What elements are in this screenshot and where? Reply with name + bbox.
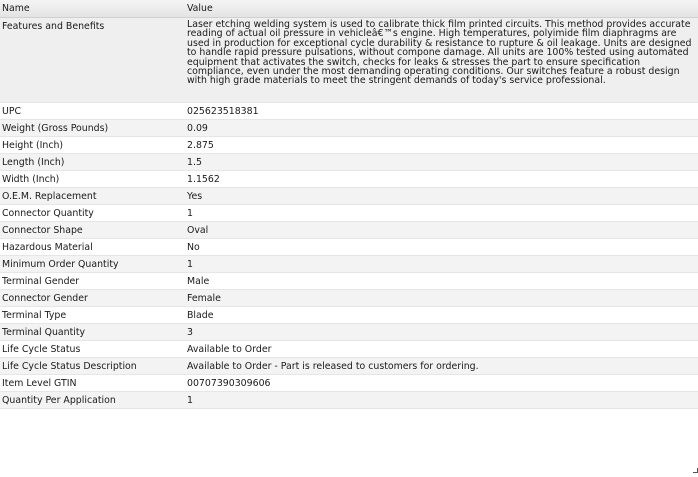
row-value: Male (187, 276, 210, 287)
table-row (0, 341, 698, 358)
row-name: Width (Inch) (2, 174, 60, 185)
row-name: UPC (2, 106, 22, 117)
row-value: Oval (187, 225, 209, 236)
row-name: Minimum Order Quantity (2, 259, 119, 270)
row-name: Life Cycle Status Description (2, 361, 137, 372)
table-row (0, 290, 698, 307)
row-name: Connector Quantity (2, 208, 94, 219)
table-row (0, 171, 698, 188)
row-value: 00707390309606 (187, 378, 271, 389)
row-value: Yes (187, 191, 203, 202)
row-value: No (187, 242, 200, 253)
row-value: Available to Order (187, 344, 272, 355)
row-name: Connector Gender (2, 293, 88, 304)
table-row (0, 256, 698, 273)
row-value: Available to Order - Part is released to customers for ordering. (187, 361, 479, 372)
table-row (0, 392, 698, 409)
row-value: 1 (187, 208, 193, 219)
resize-grip-icon[interactable] (693, 468, 698, 473)
row-value: Laser etching welding system is used to calibrate thick film printed circuits. This method provides accurate reading of actual oil pressure in vehicleâ€™s engine. High temperatures, polyimide film diaphragms are used in production for exceptional cycle durability & resistance to rupture & oil leakage. Units are designed to handle rapid pressure pulsations, without compone damage. All units are 100% tested using automated equipment that activates the switch, checks for leaks & stresses the part to ensure specification compliance, even under the most demanding operating conditions. Our switches feature a robust design with high grade materials to meet the stringent demands of today's service professional. (187, 19, 692, 87)
row-name: Connector Shape (2, 225, 83, 236)
table-row (0, 222, 698, 239)
row-value: Female (187, 293, 221, 304)
table-row (0, 137, 698, 154)
row-value: 1 (187, 259, 193, 270)
row-value: Blade (187, 310, 214, 321)
table-row (0, 307, 698, 324)
row-name: Terminal Type (2, 310, 67, 321)
row-name: Length (Inch) (2, 157, 65, 168)
table-row (0, 324, 698, 341)
table-row (0, 154, 698, 171)
row-name: Hazardous Material (2, 242, 93, 253)
row-name: Terminal Quantity (2, 327, 86, 338)
table-row (0, 188, 698, 205)
table-row (0, 103, 698, 120)
table-row (0, 358, 698, 375)
row-name: Weight (Gross Pounds) (2, 123, 109, 134)
row-value: 1 (187, 395, 193, 406)
table-row (0, 273, 698, 290)
row-name: Item Level GTIN (2, 378, 77, 389)
table-row (0, 18, 698, 103)
row-name: Quantity Per Application (2, 395, 116, 406)
column-header-value[interactable]: Value (187, 3, 213, 14)
row-value: 1.1562 (187, 174, 220, 185)
table-row (0, 375, 698, 392)
row-value: 1.5 (187, 157, 202, 168)
row-name: Features and Benefits (2, 21, 105, 32)
table-row (0, 205, 698, 222)
row-value: 3 (187, 327, 193, 338)
row-name: O.E.M. Replacement (2, 191, 97, 202)
row-name: Height (Inch) (2, 140, 64, 151)
table-header (0, 0, 698, 18)
column-header-name[interactable]: Name (2, 3, 30, 14)
row-value: 2.875 (187, 140, 214, 151)
row-value: 0.09 (187, 123, 208, 134)
row-name: Terminal Gender (2, 276, 80, 287)
row-value: 025623518381 (187, 106, 259, 117)
table-row (0, 239, 698, 256)
table-row (0, 120, 698, 137)
row-name: Life Cycle Status (2, 344, 81, 355)
